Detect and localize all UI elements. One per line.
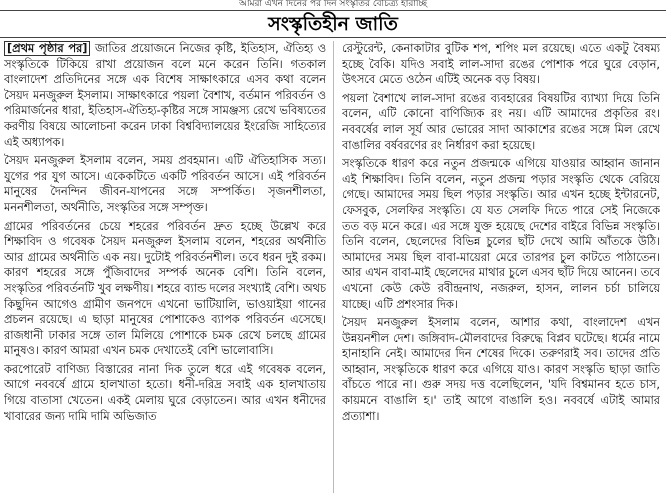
headline: সংস্কৃতিহীন জাতি bbox=[268, 13, 398, 35]
paragraph bbox=[4, 41, 326, 150]
paragraph-text: জাতির প্রয়োজনে নিজের কৃষ্টি, ইতিহাস, ঐতিহ্য ও সংস্কৃতিকে টিকিয়ে রাখা প্রয়োজন বলে মনে করেন তিনি। গতকাল বাংলাদেশ প্রতিদিনের সঙ্গে এক বিশেষ সাক্ষাৎকারে এসব কথা বলেন সৈয়দ মনজুরুল ইসলাম। সাক্ষাৎকারে পয়লা বৈশাখ, বর্তমান পরিবর্তন ও পরিমার্জনের ধারা, ইতিহাস-ঐতিহ্য-কৃষ্টির সঙ্গে সামঞ্জস্য রেখে ভবিষ্যতের করণীয় বিষয়ে আলোচনা করেন ঢাকা বিশ্ববিদ্যালয়ের ইংরেজি সাহিত্যের এই অধ্যাপক। bbox=[4, 42, 326, 149]
column-divider bbox=[333, 41, 334, 493]
paragraph: পয়লা বৈশাখে লাল-সাদা রঙের ব্যবহারের বিষয়টির ব্যাখ্যা দিয়ে তিনি বলেন, এটি কোনো বাণিজ্যিক রং নয়। এটি আমাদের প্রকৃতির রং। নববর্ষের লাল সূর্য আর ভোরের সাদা আকাশের রঙের সঙ্গে মিল রেখে বাঙালির বর্ষবরণের রং নির্ধারণ করা হয়েছে। bbox=[342, 91, 660, 152]
paragraph: সৈয়দ মনজুরুল ইসলাম বলেন, সময় প্রবহমান। এটি ঐতিহাসিক সত্য। যুগের পর যুগ আসে। একেকটিতে একটি পরিবর্তন আসে। এই পরিবর্তন মানুষের দৈনন্দিন জীবন-যাপনের সঙ্গে সম্পর্কিত। সৃজনশীলতা, মননশীলতা, অর্থনীতি, সংস্কৃতির সঙ্গে সম্পৃক্ত। bbox=[4, 154, 326, 214]
paragraph: রেস্টুরেন্ট, কেনাকাটার বুটিক শপ, শপিং মল রয়েছে। এতে একটু বৈষম্য হচ্ছে বৈকি। যদিও সবাই লাল-সাদা রঙের পোশাক পরে ঘুরে বেড়ান, উৎসবে মেতে ওঠেন এটিই অনেক বড় বিষয়। bbox=[342, 42, 660, 87]
paragraph: করপোরেট বাণিজ্য বিস্তারের নানা দিক তুলে ধরে এই গবেষক বলেন, আগে নববর্ষে গ্রামে হালখাতা হতো। ধনী-দরিদ্র সবাই এক হালখাতায় গিয়ে বাতাসা খেতেন। একই মেলায় ঘুরে বেড়াতেন। আর এখন ধনীদের খাবারের জন্য দামি দামি অভিজাত bbox=[4, 362, 326, 423]
continued-tag: [প্রথম পৃষ্ঠার পর] bbox=[4, 41, 90, 56]
column-left bbox=[4, 41, 326, 493]
headline-bar bbox=[0, 10, 666, 38]
paragraph: সৈয়দ মনজুরুল ইসলাম বলেন, আশার কথা, বাংলাদেশ এখন উন্নয়নশীল দেশ। জঙ্গিবাদ-মৌলবাদের বিরুদ্ধে বিপ্লব ঘটেছে। ধর্মের নামে হানাহানি নেই। আমাদের দিন শেষের দিকে। তরুণরাই সব। তাদের প্রতি আহ্বান, সংস্কৃতিকে ধারণ করে এগিয়ে যাও। কারণ সংস্কৃতি ছাড়া জাতি বাঁচতে পারে না। গুরু সদয় দত্ত বলেছিলেন, 'যদি বিশ্বমানব হতে চাস, কায়মনে বাঙালি হ।' তাই আগে বাঙালি হও। নববর্ষে এটাই আমার প্রত্যাশা। bbox=[342, 316, 660, 423]
column-right bbox=[342, 41, 660, 493]
top-strip: আমরা এখন দিনের পর দিন সংস্কৃতির বৈচিত্র্য হারাচ্ছি bbox=[238, 0, 428, 8]
paragraph: গ্রামের পরিবর্তনের চেয়ে শহরের পরিবর্তন দ্রুত হচ্ছে উল্লেখ করে শিক্ষাবিদ ও গবেষক সৈয়দ মনজুরুল ইসলাম বলেন, শহরের অর্থনীতি আর গ্রামের অর্থনীতি এক নয়। দুটোই পরিবর্তনশীল। তবে ধরন দুই রকম। কারণ শহরের সঙ্গে পুঁজিবাদের সম্পর্ক অনেক বেশি। তিনি বলেন, সংস্কৃতির পরিবর্তনটি খুব লক্ষণীয়। শহরে ব্যান্ড দলের সংখ্যাই বেশি। অথচ কিছুদিন আগেও গ্রামীণ জনপদে এখনো ভাটিয়ালি, ভাওয়াইয়া গানের প্রচলন রয়েছে। এ ছাড়া মানুষের পোশাকেও ব্যাপক পরিবর্তন এসেছে। রাজধানী ঢাকার সঙ্গে তাল মিলিয়ে পোশাকে চমক রেখে চলছে গ্রামের মানুষও। কারণ আমরা এখন চমক দেখাতেই বেশি ভালোবাসি। bbox=[4, 219, 326, 358]
paragraph: সংস্কৃতিকে ধারণ করে নতুন প্রজন্মকে এগিয়ে যাওয়ার আহ্বান জানান এই শিক্ষাবিদ। তিনি বলেন, নতুন প্রজন্ম পড়ার সংস্কৃতি থেকে বেরিয়ে গেছে। আমাদের সময় ছিল পড়ার সংস্কৃতি। আর এখন হচ্ছে ইন্টারনেট, ফেসবুক, সেলফির সংস্কৃতি। যে যত সেলফি দিতে পারে সেই নিজেকে তত বড় মনে করে। এর সঙ্গে যুক্ত হয়েছে দেশের বাইরে বিভিন্ন সংস্কৃতি। তিনি বলেন, ছেলেদের বিভিন্ন চুলের ছাঁট দেখে আমি আঁতকে উঠি। আমাদের সময় ছিল বাবা-মায়েরা মেরে তারপর চুল কাটতে পাঠাতেন। আর এখন বাবা-মাই ছেলেদের মাথার চুলে এসব ছাঁট দিয়ে আনেন। তবে এখনো কেউ কেউ রবীন্দ্রনাথ, নজরুল, হাসন, লালন চর্চা চালিয়ে যাচ্ছে। এটি প্রশংসার দিক। bbox=[342, 157, 660, 311]
